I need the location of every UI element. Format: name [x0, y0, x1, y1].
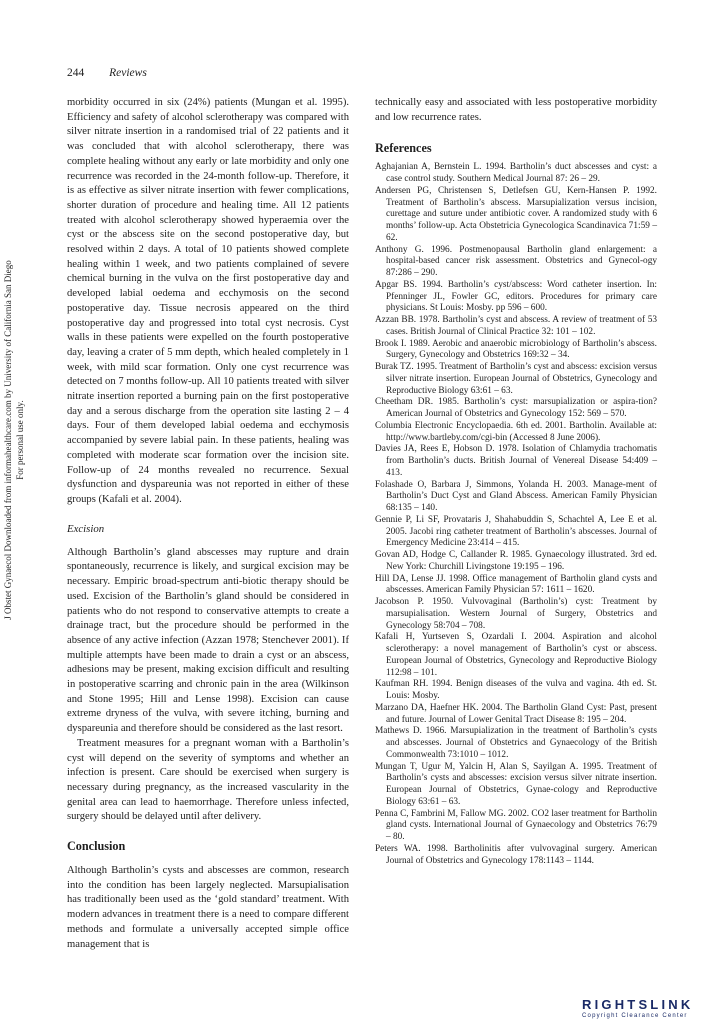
reference-item: Anthony G. 1996. Postmenopausal Bartholin gland enlargement: a hospital-based cancer risk assessment. Obstetrics and Gynecol-ogy 87:286 – 290. [375, 244, 657, 279]
body-paragraph: Treatment measures for a pregnant woman with a Bartholin’s cyst will depend on the severity of symptoms and whether an infection is present. Care should be exercised when surgery is necessary during pregnancy, as the increased vascularity in the genital area can lead to haemorrhage. Therefore unless infected, surgery should be delayed until after delivery. [67, 737, 349, 823]
conclusion-heading: Conclusion [67, 839, 126, 854]
reference-item: Govan AD, Hodge C, Callander R. 1985. Gynaecology illustrated. 3rd ed. New York: Churchill Livingstone 19:195 – 196. [375, 550, 657, 572]
body-paragraph: technically easy and associated with less postoperative morbidity and low recurrence rates. [375, 97, 657, 123]
body-paragraph: Although Bartholin’s cysts and abscesses are common, research into the condition has been largely neglected. Marsupialisation has traditionally been used as the ‘gold standard’ treatment. With modern advances in treatment there is a need to compare different methods and formulate a universally accepted simple office management that is [67, 865, 349, 950]
page-number: 244 [67, 67, 85, 79]
right-column [375, 96, 657, 867]
body-paragraph: Although Bartholin’s gland abscesses may rupture and drain spontaneously, recurrence is likely, and surgical excision may be necessary. Empiric broad-spectrum anti-biotic therapy should be used. Excision of the Bartholin’s gland should be considered in patients who do not respond to conservative attempts to create a drainage tract, but the procedure should be performed in the absence of any active infection (Azzan 1978; Stenchever 2001). If multiple attempts have been made to drain a cyst or an abscess, adhesions may be present, making excision difficult and resulting in postoperative scarring and chronic pain in the area (Wilkinson and Stone 1995; Hill and Lense 1998). Excision can cause extreme dryness of the vulva, with severe itching, burning and dyspareunia and therefore should be considered as the last resort. [67, 546, 349, 735]
reference-item: Azzan BB. 1978. Bartholin’s cyst and abscess. A review of treatment of 53 cases. British Journal of Clinical Practice 32: 101 – 102. [375, 315, 657, 337]
reference-item: Kafali H, Yurtseven S, Ozardali I. 2004. Aspiration and alcohol sclerotherapy: a novel management of Bartholin’s cyst or abscess. European Journal of Obstetrics, Gynecology and Reproductive Biology 112:98 – 101. [375, 632, 657, 678]
reference-item: Mathews D. 1966. Marsupialization in the treatment of Bartholin’s cysts and abscesses. Journal of Obstetrics and Gynaecology of the British Commonwealth 73:1010 – 1012. [375, 726, 657, 760]
download-watermark [2, 90, 32, 790]
reference-item: Aghajanian A, Bernstein L. 1994. Bartholin’s duct abscesses and cyst: a case control study. Southern Medical Journal 87: 26 – 29. [375, 162, 657, 185]
references-heading: References [375, 141, 432, 156]
reference-item: Cheetham DR. 1985. Bartholin’s cyst: marsupialization or aspira-tion? American Journal of Obstetrics and Gynecology 152: 569 – 570. [375, 397, 657, 420]
reference-item: Apgar BS. 1994. Bartholin’s cyst/abscess: Word catheter insertion. In: Pfenninger JL, Fowler GC, editors. Procedures for primary care physicians. St Louis: Mosby. pp 596 – 600. [375, 279, 657, 314]
reference-item: Kaufman RH. 1994. Benign diseases of the vulva and vagina. 4th ed. St. Louis: Mosby. [375, 679, 657, 702]
left-column [67, 96, 349, 952]
reference-item: Columbia Electronic Encyclopaedia. 6th ed. 2001. Bartholin. Available at: http://www.bartleby.com/cgi-bin (Accessed 8 June 2006). [375, 420, 657, 443]
rightslink-logo [582, 998, 717, 1024]
excision-heading: Excision [67, 522, 105, 535]
watermark-text [2, 90, 32, 790]
reference-item: Marzano DA, Haefner HK. 2004. The Bartholin Gland Cyst: Past, present and future. Journal of Lower Genital Tract Disease 8: 195 – 204. [375, 702, 657, 725]
watermark-line-1: J Obstet Gynaecol Downloaded from informahealthcare.com by University of California San Diego [3, 260, 13, 620]
reference-list [375, 162, 657, 867]
body-paragraph: morbidity occurred in six (24%) patients (Mungan et al. 1995). Efficiency and safety of alcohol sclerotherapy was compared with silver nitrate insertion in a randomised trial of 22 patients and it was concluded that with alcohol sclerotherapy, there was complete healing without any early or late morbidity and only one recurrence was recorded in the 24-month follow-up. Therefore, it is as effective as silver nitrate insertion with fewer complications, shorter duration of procedure and healing time. All 12 patients treated with alcohol sclerotherapy showed hyperaemia over the cyst or the abscess site on the second postoperative day, but resolved within 2 days. A total of 10 patients showed complete healing within 1 week, and two patients complained of severe chemical burning in the vulva on the first postoperative day and developed labial oedema and ecchymosis on the second postoperative day. Tissue necrosis appeared on the third postoperative day and progressed into total cyst necrosis. Cyst walls in these patients were expelled on the fourth postoperative day, leaving a crater of 5 mm depth, which healed completely in 1 week, with mild scar formation. Only one cyst recurrence was detected on 7 months follow-up. All 10 patients treated with silver nitrate insertion reported a burning pain on the first postoperative day and a serous discharge from the operation site lasting 2 – 4 days. Four of them developed labial oedema and ecchymosis accompanied by severe labial pain. In these patients, healing was completed with moderate scar formation over the incision site. Follow-up of 24 months revealed no recurrence. Sexual dysfunction and dyspareunia was not reported in either of these groups (Kafali et al. 2004). [67, 97, 349, 505]
reference-item: Jacobson P. 1950. Vulvovaginal (Bartholin’s) cyst: Treatment by marsupialisation. Western Journal of Surgery, Obstetrics and Gynecology 58:704 – 708. [375, 597, 657, 631]
running-header [67, 66, 667, 80]
watermark-line-2: For personal use only. [15, 400, 25, 480]
logo-wordmark: RIGHTSLINK [582, 997, 694, 1012]
reference-item: Penna C, Fambrini M, Fallow MG. 2002. CO2 laser treatment for Bartholin gland cysts. International Journal of Gynaecology and Obstetrics 76:79 – 80. [375, 808, 657, 843]
reference-item: Davies JA, Rees E, Hobson D. 1978. Isolation of Chlamydia trachomatis from Bartholin’s ducts. British Journal of Venereal Disease 54:409 – 413. [375, 444, 657, 478]
reference-item: Brook I. 1989. Aerobic and anaerobic microbiology of Bartholin’s abscess. Surgery, Gynecology and Obstetrics 169:32 – 34. [375, 338, 657, 361]
logo-tagline: Copyright Clearance Center [582, 1013, 688, 1019]
reference-item: Folashade O, Barbara J, Simmons, Yolanda H. 2003. Manage-ment of Bartholin’s Duct Cyst and Gland Abscess. American Family Physician 68:135 – 140. [375, 479, 657, 514]
reference-item: Burak TZ. 1995. Treatment of Bartholin’s cyst and abscess: excision versus silver nitrate insertion. European Journal of Obstetrics, Gynecology and Reproductive Biology 63:61 – 63. [375, 362, 657, 396]
reference-item: Andersen PG, Christensen S, Detlefsen GU, Kern-Hansen P. 1992. Treatment of Bartholin’s abscess. Marsupialization versus incision, curettage and suture under antibiotic cover. A randomized study with 6 months’ follow-up. Acta Obstetricia Gynecologica Scandinavica 71:59 – 62. [375, 185, 657, 243]
reference-item: Peters WA. 1998. Bartholinitis after vulvovaginal surgery. American Journal of Obstetrics and Gynecology 178:1143 – 1144. [375, 843, 657, 866]
reference-item: Gennie P, Li SF, Provataris J, Shahabuddin S, Schachtel A, Lee E et al. 2005. Jacobi ring catheter treatment of Bartholin’s abscesses. Journal of Emergency Medicine 23:414 – 415. [375, 514, 657, 549]
reference-item: Mungan T, Ugur M, Yalcin H, Alan S, Sayilgan A. 1995. Treatment of Bartholin’s cysts and abscesses: excision versus silver nitrate insertion. European Journal of Obstetrics, Gynae-cology and Reproductive Biology 63:61 – 63. [375, 761, 657, 807]
reference-item: Hill DA, Lense JJ. 1998. Office management of Bartholin gland cysts and abscesses. American Family Physician 57: 1611 – 1620. [375, 573, 657, 596]
running-title: Reviews [109, 67, 147, 79]
